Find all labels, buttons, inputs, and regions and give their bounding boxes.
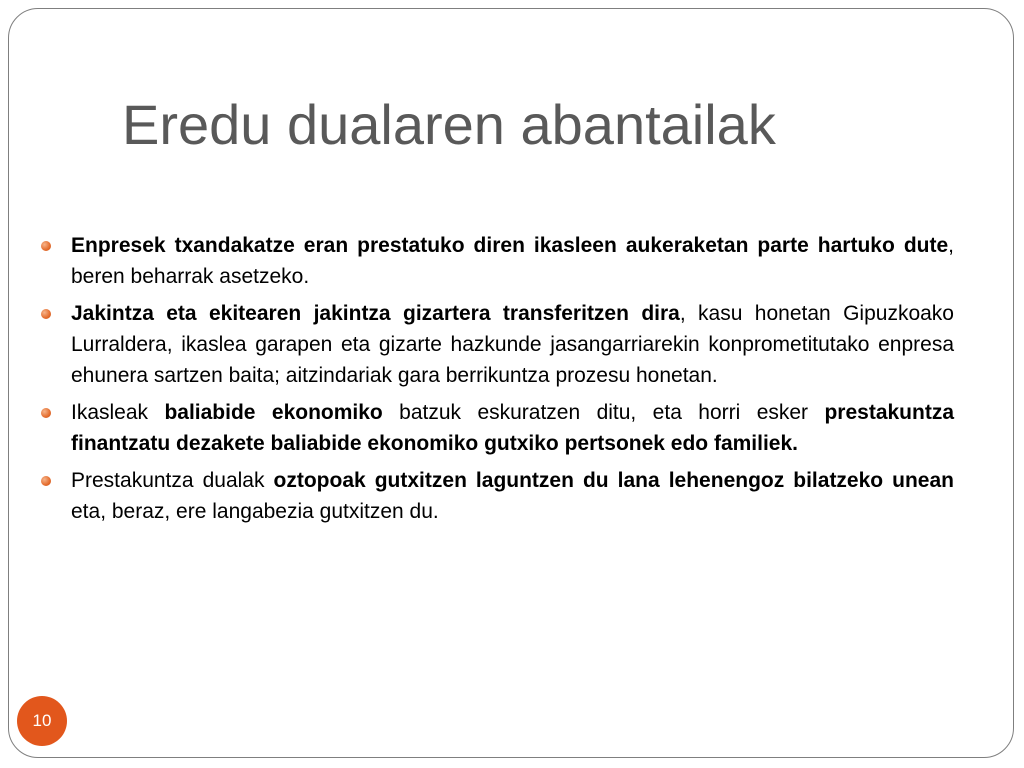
slide-frame <box>8 8 1014 758</box>
bullet-text: , beren beharrak asetzeko. <box>71 234 954 288</box>
bullet-text: batzuk eskuratzen ditu, eta horri esker <box>382 401 825 424</box>
bullet-item-1 <box>39 230 954 292</box>
bullet-text: Prestakuntza dualak <box>71 469 274 492</box>
bullet-item-2 <box>39 298 954 391</box>
bullet-text: , kasu honetan Gipuzkoako Lurraldera, ikaslea garapen eta gizarte hazkunde jasangarriarekin konprometitutako enpresa ehunera sartzen baita; aitzindariak gara berrikuntza prozesu honetan. <box>71 302 954 387</box>
bullet-text-bold: prestakuntza finantzatu dezakete baliabide ekonomiko gutxiko pertsonek edo familiek. <box>71 401 955 455</box>
bullet-text: eta, beraz, ere langabezia gutxitzen du. <box>71 500 439 523</box>
bullet-dot-icon <box>41 476 51 486</box>
bullet-dot-icon <box>41 309 51 319</box>
slide-title: Eredu dualaren abantailak <box>122 93 776 156</box>
bullet-text: Ikasleak <box>71 401 165 424</box>
bullet-text-bold: Jakintza eta ekitearen jakintza gizartera transferitzen dira <box>71 302 680 325</box>
bullet-text-bold: Enpresek txandakatze eran prestatuko diren ikasleen aukeraketan parte hartuko dute <box>71 234 949 257</box>
bullet-list <box>39 230 954 533</box>
bullet-dot-icon <box>41 241 51 251</box>
bullet-text-bold: baliabide ekonomiko <box>164 401 383 424</box>
bullet-item-4 <box>39 465 954 527</box>
page-number-badge: 10 <box>17 696 67 746</box>
bullet-text-bold: oztopoak gutxitzen laguntzen du lana lehenengoz bilatzeko unean <box>273 469 954 492</box>
bullet-item-3 <box>39 397 954 459</box>
bullet-dot-icon <box>41 408 51 418</box>
